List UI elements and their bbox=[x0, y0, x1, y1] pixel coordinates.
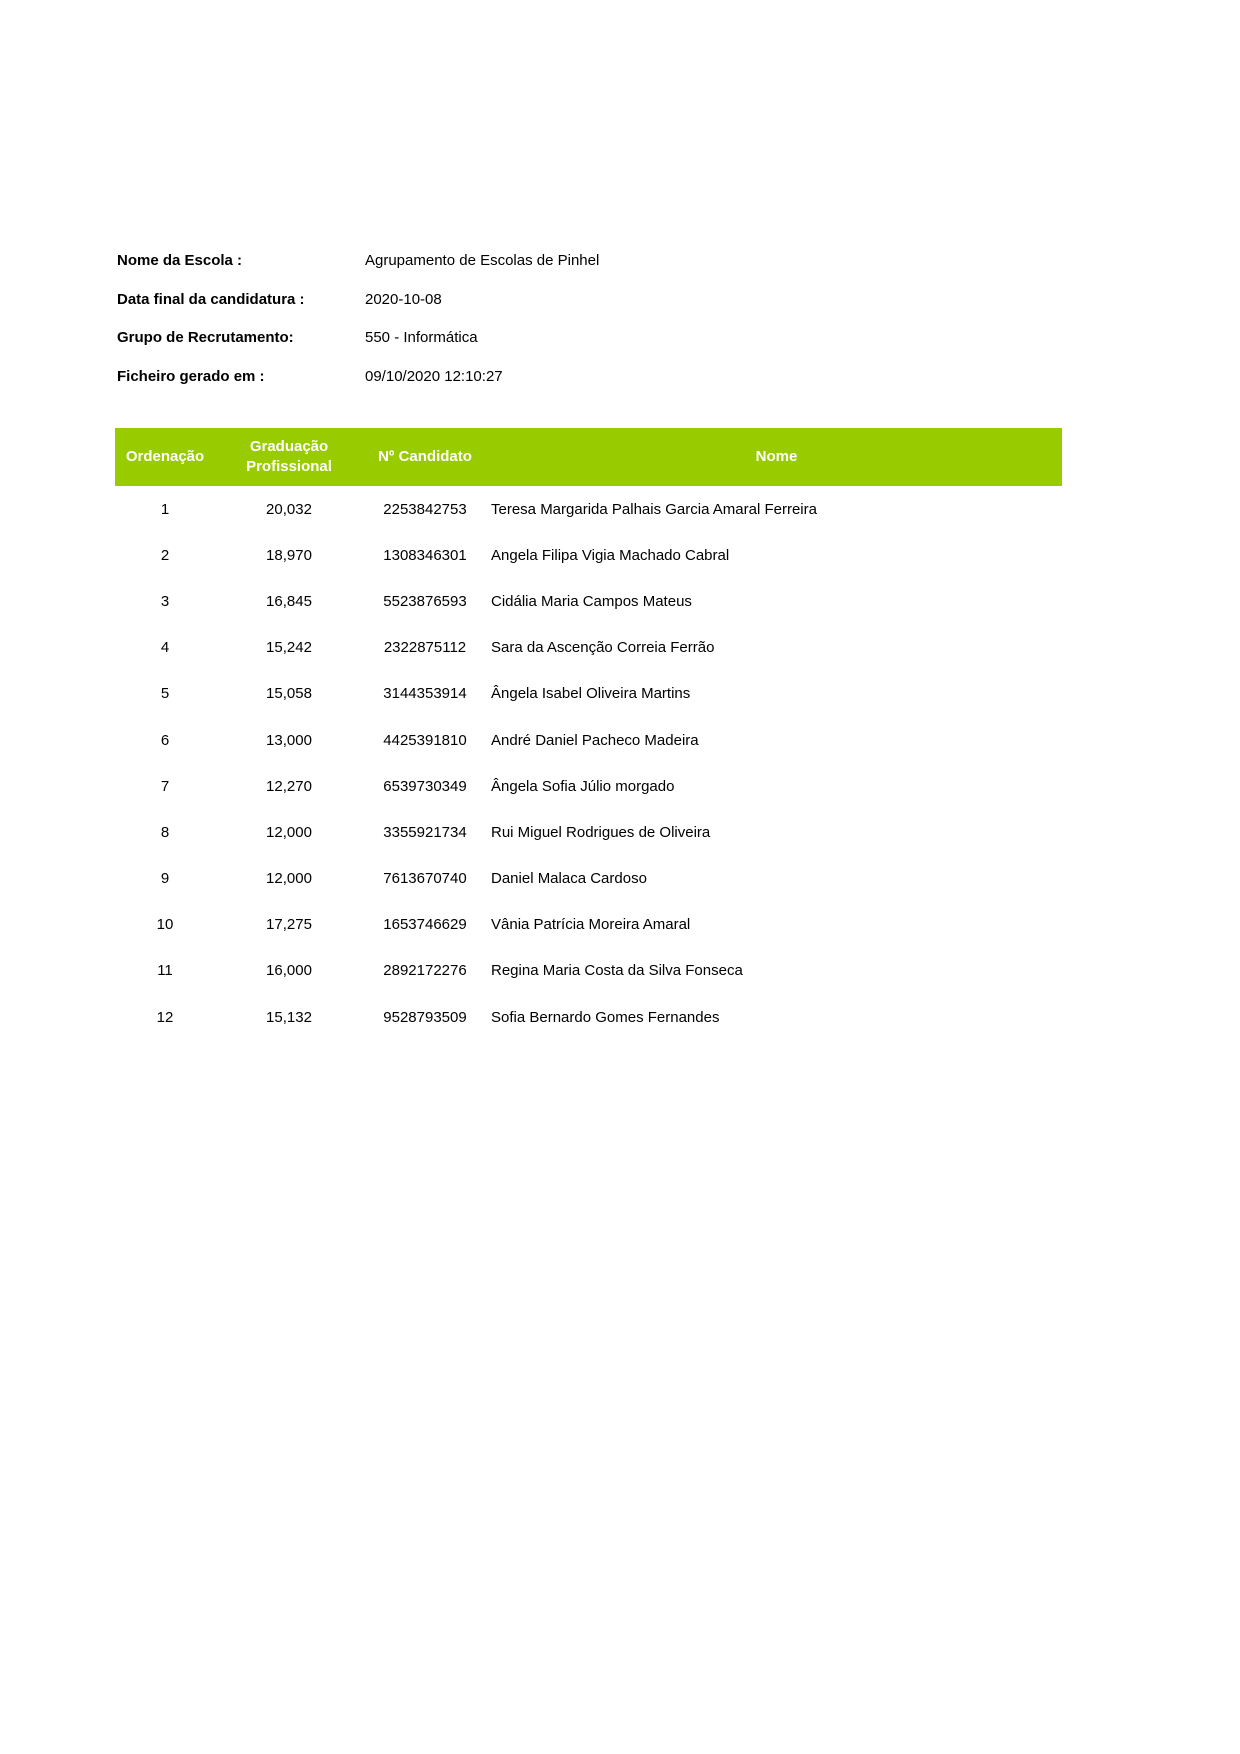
school-label: Nome da Escola : bbox=[117, 251, 243, 269]
cell-graduacao: 15,058 bbox=[266, 685, 312, 703]
cell-graduacao: 16,845 bbox=[266, 592, 312, 610]
cell-ordenacao: 10 bbox=[156, 916, 174, 934]
table-row bbox=[115, 763, 1062, 809]
cell-ordenacao: 2 bbox=[160, 546, 170, 564]
cell-candidato: 5523876593 bbox=[383, 592, 467, 610]
cell-ordenacao: 5 bbox=[160, 685, 170, 703]
cell-candidato: 4425391810 bbox=[383, 731, 467, 749]
table-body bbox=[115, 486, 1062, 1040]
cell-nome: Angela Filipa Vigia Machado Cabral bbox=[491, 546, 730, 564]
cell-nome: Sofia Bernardo Gomes Fernandes bbox=[491, 1008, 720, 1026]
cell-nome: Vânia Patrícia Moreira Amaral bbox=[491, 916, 691, 934]
cell-graduacao: 17,275 bbox=[266, 916, 312, 934]
table-row bbox=[115, 625, 1062, 671]
table-row bbox=[115, 994, 1062, 1040]
group-row bbox=[117, 318, 817, 357]
table-row bbox=[115, 671, 1062, 717]
cell-nome: Sara da Ascenção Correia Ferrão bbox=[491, 639, 715, 657]
cell-ordenacao: 12 bbox=[156, 1008, 174, 1026]
cell-nome: Daniel Malaca Cardoso bbox=[491, 870, 647, 888]
header-row bbox=[115, 428, 1062, 486]
cell-nome: Rui Miguel Rodrigues de Oliveira bbox=[491, 823, 711, 841]
cell-graduacao: 15,132 bbox=[266, 1008, 312, 1026]
school-row bbox=[117, 241, 817, 280]
cell-graduacao: 12,000 bbox=[266, 870, 312, 888]
cell-ordenacao: 1 bbox=[160, 500, 170, 518]
cell-candidato: 2892172276 bbox=[383, 962, 467, 980]
cell-ordenacao: 9 bbox=[160, 870, 170, 888]
header-graduacao-line2: Profissional bbox=[246, 458, 332, 475]
table-header bbox=[115, 428, 1062, 486]
cell-candidato: 6539730349 bbox=[383, 777, 467, 795]
school-value: Agrupamento de Escolas de Pinhel bbox=[365, 251, 600, 269]
cell-candidato: 7613670740 bbox=[383, 870, 467, 888]
cell-graduacao: 16,000 bbox=[266, 962, 312, 980]
header-graduacao bbox=[215, 428, 363, 486]
deadline-label: Data final da candidatura : bbox=[117, 290, 305, 308]
cell-graduacao: 20,032 bbox=[266, 500, 312, 518]
header-ordenacao: Ordenação bbox=[115, 428, 215, 486]
document-info bbox=[117, 241, 817, 396]
table-row bbox=[115, 809, 1062, 855]
table-row bbox=[115, 948, 1062, 994]
cell-graduacao: 12,000 bbox=[266, 823, 312, 841]
cell-graduacao: 13,000 bbox=[266, 731, 312, 749]
cell-ordenacao: 4 bbox=[160, 639, 170, 657]
cell-ordenacao: 8 bbox=[160, 823, 170, 841]
table-row bbox=[115, 532, 1062, 578]
cell-ordenacao: 3 bbox=[160, 592, 170, 610]
header-graduacao-line1: Graduação bbox=[249, 438, 329, 455]
generated-value: 09/10/2020 12:10:27 bbox=[365, 367, 503, 385]
header-nome: Nome bbox=[487, 428, 1062, 486]
cell-nome: Ângela Isabel Oliveira Martins bbox=[491, 685, 691, 703]
cell-nome: Cidália Maria Campos Mateus bbox=[491, 592, 692, 610]
cell-nome: Teresa Margarida Palhais Garcia Amaral Ferreira bbox=[491, 500, 817, 518]
table-row bbox=[115, 902, 1062, 948]
results-table bbox=[115, 428, 1062, 1040]
cell-nome: Ângela Sofia Júlio morgado bbox=[491, 777, 675, 795]
table-row bbox=[115, 486, 1062, 532]
cell-graduacao: 18,970 bbox=[266, 546, 312, 564]
header-candidato: Nº Candidato bbox=[363, 428, 487, 486]
table-row bbox=[115, 856, 1062, 902]
cell-nome: André Daniel Pacheco Madeira bbox=[491, 731, 699, 749]
table-row bbox=[115, 717, 1062, 763]
cell-candidato: 2322875112 bbox=[383, 639, 467, 657]
cell-candidato: 2253842753 bbox=[383, 500, 467, 518]
generated-row bbox=[117, 357, 817, 396]
cell-candidato: 1653746629 bbox=[383, 916, 467, 934]
deadline-value: 2020-10-08 bbox=[365, 290, 442, 308]
deadline-row bbox=[117, 280, 817, 319]
cell-ordenacao: 11 bbox=[157, 962, 173, 980]
group-label: Grupo de Recrutamento: bbox=[117, 329, 294, 347]
cell-graduacao: 15,242 bbox=[266, 639, 312, 657]
cell-ordenacao: 7 bbox=[160, 777, 170, 795]
cell-candidato: 1308346301 bbox=[383, 546, 467, 564]
cell-graduacao: 12,270 bbox=[266, 777, 312, 795]
generated-label: Ficheiro gerado em : bbox=[117, 367, 265, 385]
cell-nome: Regina Maria Costa da Silva Fonseca bbox=[491, 962, 743, 980]
cell-candidato: 3355921734 bbox=[383, 823, 467, 841]
cell-candidato: 9528793509 bbox=[383, 1008, 467, 1026]
group-value: 550 - Informática bbox=[365, 329, 478, 347]
table-row bbox=[115, 578, 1062, 624]
cell-ordenacao: 6 bbox=[160, 731, 170, 749]
cell-candidato: 3144353914 bbox=[383, 685, 467, 703]
